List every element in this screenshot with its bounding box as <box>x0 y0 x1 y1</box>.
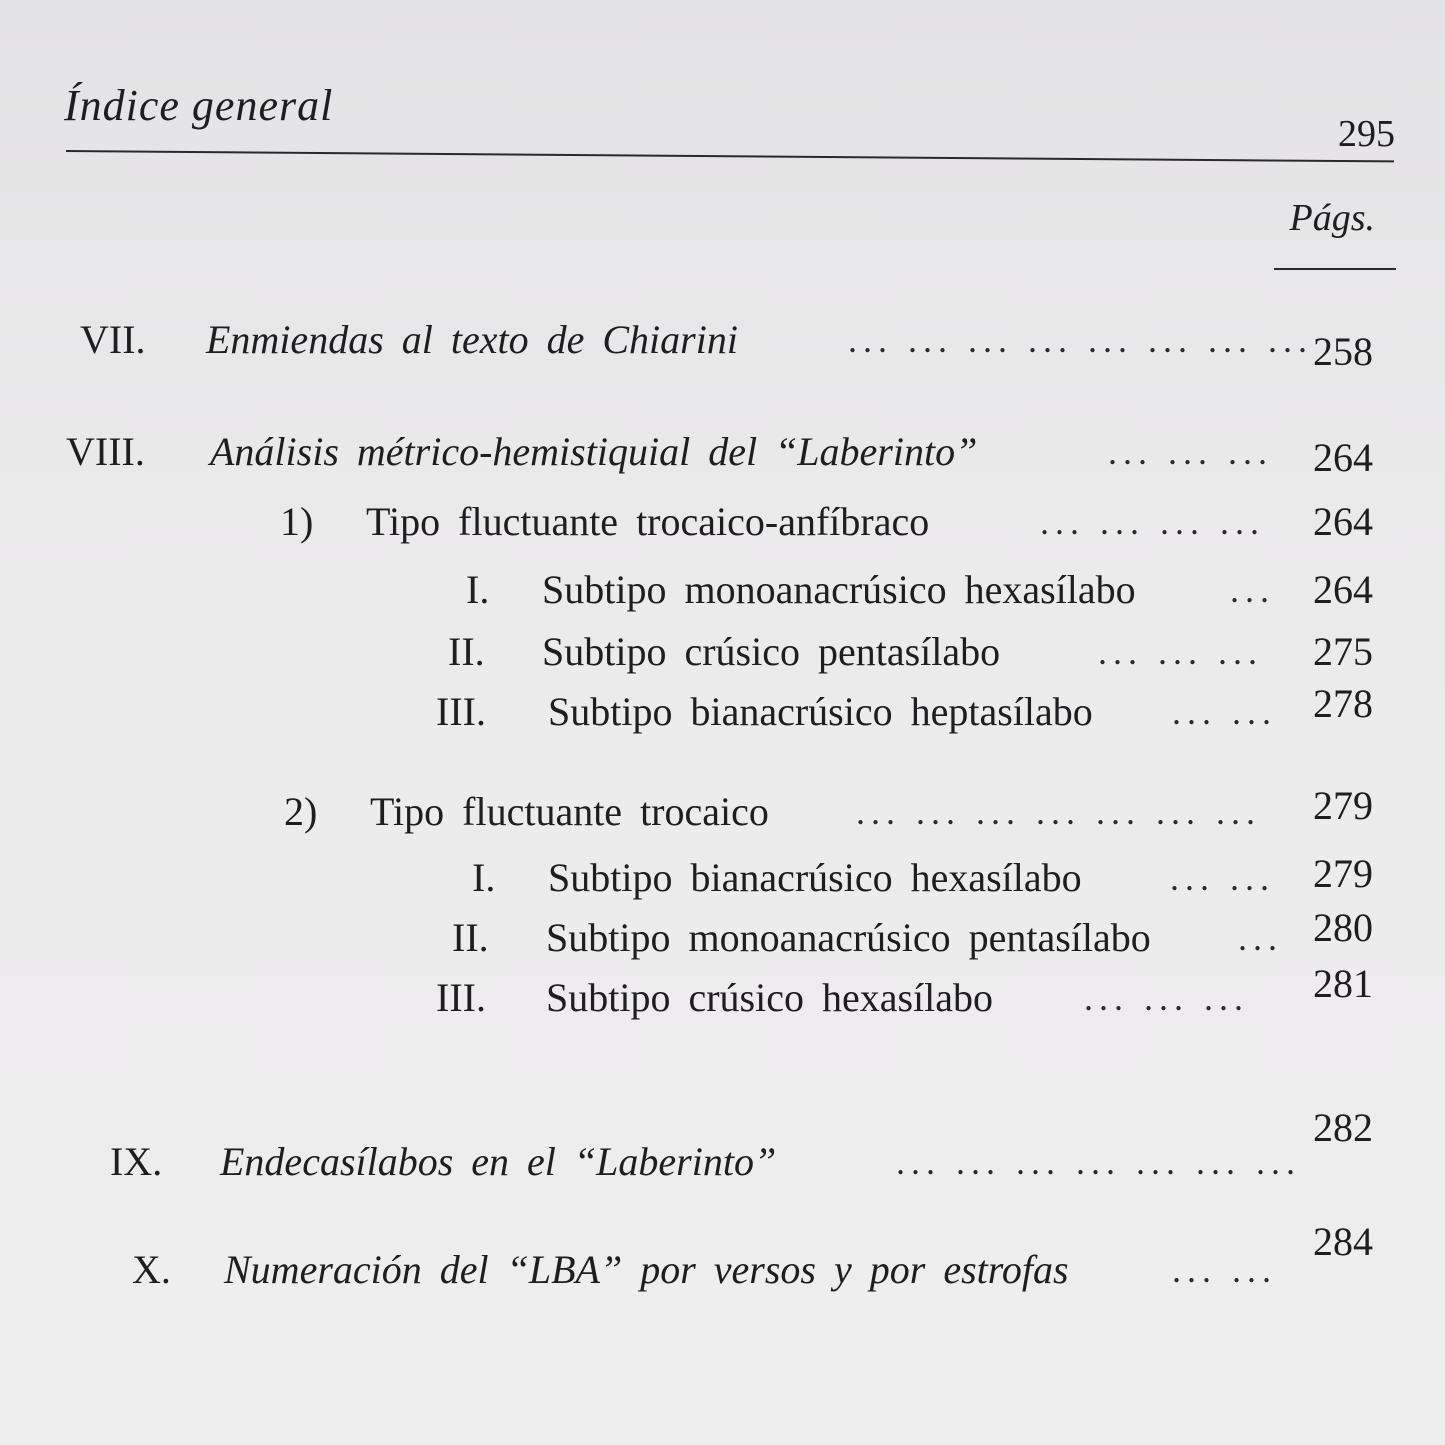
toc-entry-vii <box>0 310 1445 374</box>
dot-leader: ... ... ... ... <box>1040 502 1265 542</box>
dot-leader: ... ... ... <box>1108 432 1273 472</box>
entry-page: 275 <box>1313 629 1373 674</box>
entry-page: 279 <box>1313 783 1373 828</box>
dot-leader: ... <box>1238 918 1283 958</box>
entry-number: I. <box>466 567 490 612</box>
entry-title: Subtipo monoanacrúsico hexasílabo <box>542 567 1136 612</box>
dot-leader: ... ... <box>1170 858 1275 898</box>
entry-title: Subtipo bianacrúsico hexasílabo <box>548 855 1082 900</box>
entry-title: Tipo fluctuante trocaico-anfíbraco <box>366 499 930 544</box>
entry-number: VII. <box>80 317 146 362</box>
entry-page: 281 <box>1313 961 1373 1006</box>
entry-title: Endecasílabos en el “Laberinto” <box>220 1139 777 1184</box>
dot-leader: ... ... <box>1172 1250 1277 1290</box>
dot-leader: ... ... ... ... ... ... ... ... <box>848 320 1313 360</box>
entry-number: III. <box>436 689 486 734</box>
toc-entry-2-ii <box>0 905 1445 968</box>
entry-title: Subtipo bianacrúsico heptasílabo <box>548 689 1093 734</box>
pages-column-rule <box>1274 268 1396 270</box>
toc-entry-ix <box>0 1105 1445 1192</box>
entry-title: Análisis métrico-hemistiquial del “Laberinto” <box>210 429 978 474</box>
entry-page: 279 <box>1313 851 1373 896</box>
entry-number: II. <box>452 915 489 960</box>
entry-title: Subtipo monoanacrúsico pentasílabo <box>546 915 1151 960</box>
entry-number: 1) <box>280 499 314 544</box>
toc-entry-2-iii <box>0 961 1445 1028</box>
entry-title: Subtipo crúsico pentasílabo <box>542 629 1001 674</box>
dot-leader: ... ... ... <box>1098 632 1263 672</box>
entry-title: Subtipo crúsico hexasílabo <box>546 975 994 1020</box>
entry-number: X. <box>132 1247 171 1292</box>
entry-page: 284 <box>1313 1219 1373 1264</box>
dot-leader: ... ... ... ... ... ... ... <box>856 792 1261 832</box>
entry-number: IX. <box>110 1139 163 1184</box>
toc-entry-viii <box>0 422 1445 482</box>
entry-title: Numeración del “LBA” por versos y por estrofas <box>224 1247 1069 1292</box>
toc-entry-x <box>0 1219 1445 1300</box>
entry-page: 282 <box>1313 1105 1373 1150</box>
header-rule <box>66 150 1394 162</box>
entry-page: 264 <box>1313 567 1373 612</box>
entry-page: 280 <box>1313 905 1373 950</box>
dot-leader: ... ... ... ... ... ... ... <box>896 1142 1301 1182</box>
page-number: 295 <box>1338 113 1395 155</box>
entry-number: VIII. <box>66 429 145 474</box>
entry-page: 258 <box>1313 329 1373 374</box>
entry-page: 264 <box>1313 499 1373 544</box>
entry-number: 2) <box>284 789 318 834</box>
pages-column-label: Págs. <box>1289 197 1375 239</box>
dot-leader: ... ... <box>1172 692 1277 732</box>
toc-entry-1-ii <box>0 622 1445 682</box>
entry-page: 278 <box>1313 681 1373 726</box>
toc-entry-1-iii <box>0 682 1445 742</box>
entry-title: Tipo fluctuante trocaico <box>370 789 769 834</box>
dot-leader: ... <box>1230 570 1275 610</box>
dot-leader: ... ... ... <box>1084 978 1249 1018</box>
entry-number: II. <box>448 629 485 674</box>
entry-title: Enmiendas al texto de Chiarini <box>206 317 738 362</box>
toc-entry-2-i <box>0 848 1445 908</box>
toc-entry-1-i <box>0 560 1445 620</box>
toc-entry-1 <box>0 492 1445 552</box>
entry-number: III. <box>436 975 486 1020</box>
entry-number: I. <box>472 855 496 900</box>
entry-page: 264 <box>1313 435 1373 480</box>
running-header-title: Índice general <box>64 81 334 130</box>
toc-entry-2 <box>0 782 1445 842</box>
